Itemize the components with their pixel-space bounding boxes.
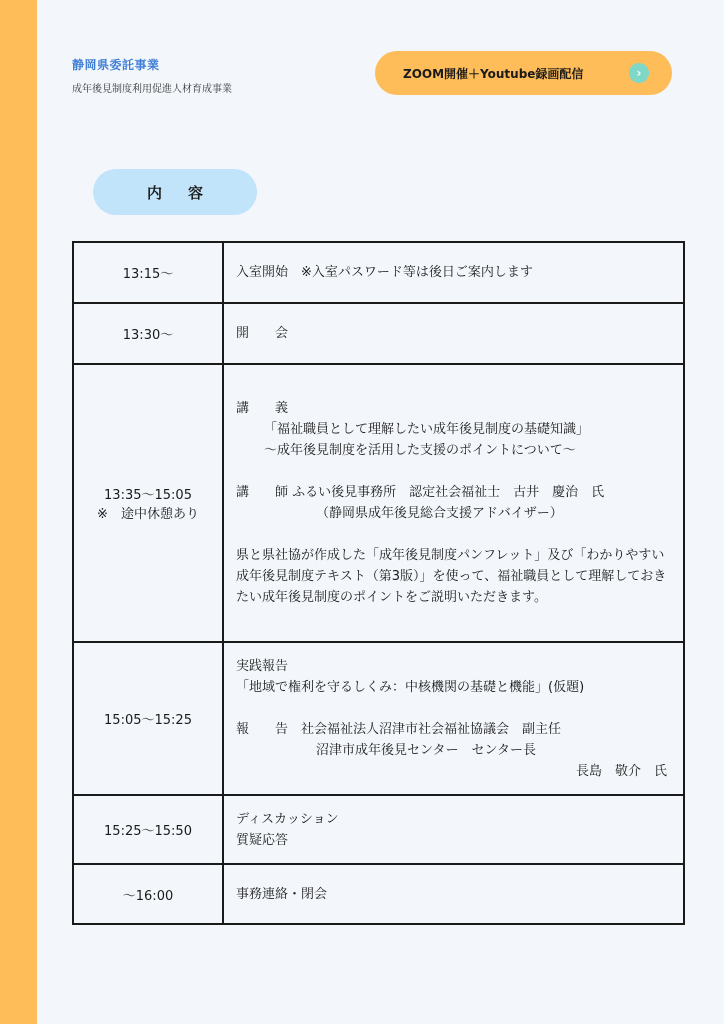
time-note: ※ 途中休憩あり	[97, 507, 199, 522]
reporter-line-2: 沼津市成年後見センター センター長	[316, 742, 536, 758]
content-line: 事務連絡・閉会	[236, 886, 328, 902]
lecture-subtitle: 〜成年後見制度を活用した支援のポイントについて〜	[264, 443, 576, 458]
org-title: 静岡県委託事業	[72, 58, 160, 72]
table-row	[73, 303, 684, 364]
organization-header	[72, 56, 232, 95]
content-cell	[223, 864, 684, 924]
lecture-label: 講 義	[236, 401, 289, 416]
zoom-stream-badge[interactable]	[375, 51, 672, 95]
table-row	[73, 795, 684, 864]
lecture-description: 県と県社協が作成した「成年後見制度パンフレット」及び「わかりやすい成年後見制度テキスト（第3版）」を使って、福祉職員として理解しておきたい成年後見制度のポイントをご説明いただきます。	[236, 548, 667, 605]
content-line: 入室開始 ※入室パスワード等は後日ご案内します	[236, 265, 533, 280]
section-heading	[93, 169, 257, 215]
content-cell	[223, 364, 684, 642]
report-label: 実践報告	[236, 658, 289, 674]
table-row	[73, 642, 684, 795]
table-row	[73, 364, 684, 642]
reporter-name: 長島 敬介 氏	[575, 763, 667, 779]
spacer	[236, 524, 671, 545]
table-row	[73, 242, 684, 303]
time-cell: 〜16:00	[73, 864, 223, 924]
spacer	[236, 461, 671, 482]
content-cell	[223, 795, 684, 864]
chevron-right-icon[interactable]: ›	[629, 63, 649, 83]
zoom-badge-label: ZOOM開催＋Youtube録画配信	[403, 66, 584, 81]
content-line: 開 会	[236, 326, 289, 341]
time-cell: 15:05〜15:25	[73, 642, 223, 795]
section-title: 内容	[146, 183, 229, 202]
content-cell	[223, 642, 684, 795]
content-cell	[223, 242, 684, 303]
time-cell: 13:30〜	[73, 303, 223, 364]
content-line: ディスカッション	[236, 811, 339, 827]
time-range: 13:35〜15:05	[104, 488, 192, 503]
left-accent-bar	[0, 0, 37, 1024]
spacer	[236, 698, 671, 719]
content-line: 質疑応答	[236, 832, 289, 848]
schedule-table	[72, 241, 685, 925]
lecturer-note: （静岡県成年後見総合支援アドバイザー）	[316, 506, 563, 521]
org-subtitle: 成年後見制度利用促進人材育成事業	[72, 84, 232, 95]
time-cell	[73, 364, 223, 642]
table-row	[73, 864, 684, 924]
content-cell	[223, 303, 684, 364]
time-cell: 15:25〜15:50	[73, 795, 223, 864]
lecturer-line: 講 師 ふるい後見事務所 認定社会福祉士 古井 慶治 氏	[236, 485, 605, 500]
time-cell: 13:15〜	[73, 242, 223, 303]
reporter-line: 報 告 社会福祉法人沼津市社会福祉協議会 副主任	[236, 721, 562, 737]
lecture-title: 「福祉職員として理解したい成年後見制度の基礎知識」	[264, 422, 590, 437]
report-title: 「地域で権利を守るしくみ：中核機関の基礎と機能」(仮題)	[236, 679, 585, 695]
